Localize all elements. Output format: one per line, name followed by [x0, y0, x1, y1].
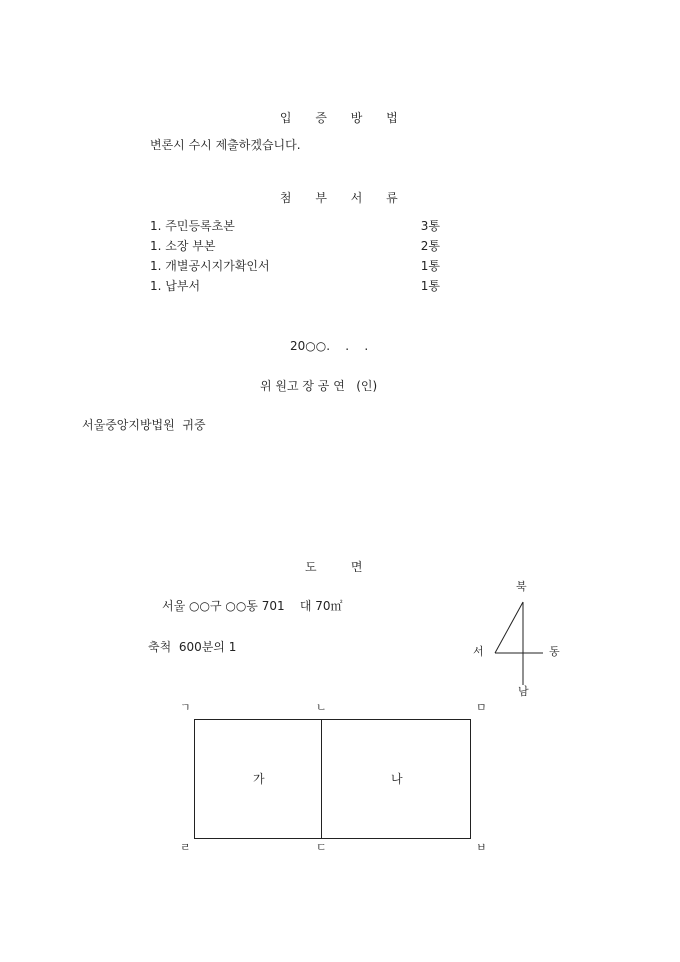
- submission-method-text: 변론시 수시 제출하겠습니다.: [150, 138, 301, 152]
- compass-south-label: 남: [518, 685, 529, 698]
- court-addressee: 서울중앙지방법원 귀중: [82, 418, 206, 432]
- attachment-name: 1. 개별공시지가확인서: [150, 259, 270, 273]
- compass-north-label: 북: [516, 580, 527, 593]
- attachment-qty: 1통: [420, 259, 440, 273]
- drawing-scale: 축척 600분의 1: [148, 640, 237, 654]
- submission-method-heading: 입 증 방 법: [279, 111, 408, 125]
- compass-west-label: 서: [473, 645, 484, 658]
- attachment-name: 1. 주민등록초본: [150, 219, 235, 233]
- drawing-location: 서울 ○○구 ○○동 701 대 70㎡: [162, 599, 343, 613]
- corner-label-top-right: ㅁ: [476, 701, 487, 714]
- attachment-item: [150, 217, 440, 233]
- compass-north-arrow-line: [495, 602, 523, 653]
- attachment-name: 1. 소장 부본: [150, 239, 216, 253]
- attachment-item: [150, 237, 440, 253]
- filing-date: 20○○. . .: [290, 339, 369, 353]
- corner-label-bottom-mid: ㄷ: [316, 841, 327, 854]
- parcel-na-label: 나: [391, 772, 403, 786]
- corner-label-top-left: ㄱ: [180, 701, 191, 714]
- corner-label-bottom-right: ㅂ: [476, 841, 487, 854]
- attachments-heading: 첨 부 서 류: [279, 191, 408, 205]
- attachment-item: [150, 257, 440, 273]
- attachment-name: 1. 납부서: [150, 279, 201, 293]
- attachment-item: [150, 277, 440, 293]
- attachment-qty: 2통: [420, 239, 440, 253]
- parcel-ga-label: 가: [253, 772, 265, 786]
- compass-rose: [480, 595, 560, 695]
- plaintiff-signature-line: 위 원고 장 공 연 (인): [260, 379, 378, 393]
- attachment-qty: 1통: [420, 279, 440, 293]
- attachment-qty: 3통: [420, 219, 440, 233]
- compass-east-label: 동: [549, 645, 560, 658]
- corner-label-bottom-left: ㄹ: [180, 841, 191, 854]
- corner-label-top-mid: ㄴ: [316, 701, 327, 714]
- drawing-heading: 도 면: [305, 560, 363, 574]
